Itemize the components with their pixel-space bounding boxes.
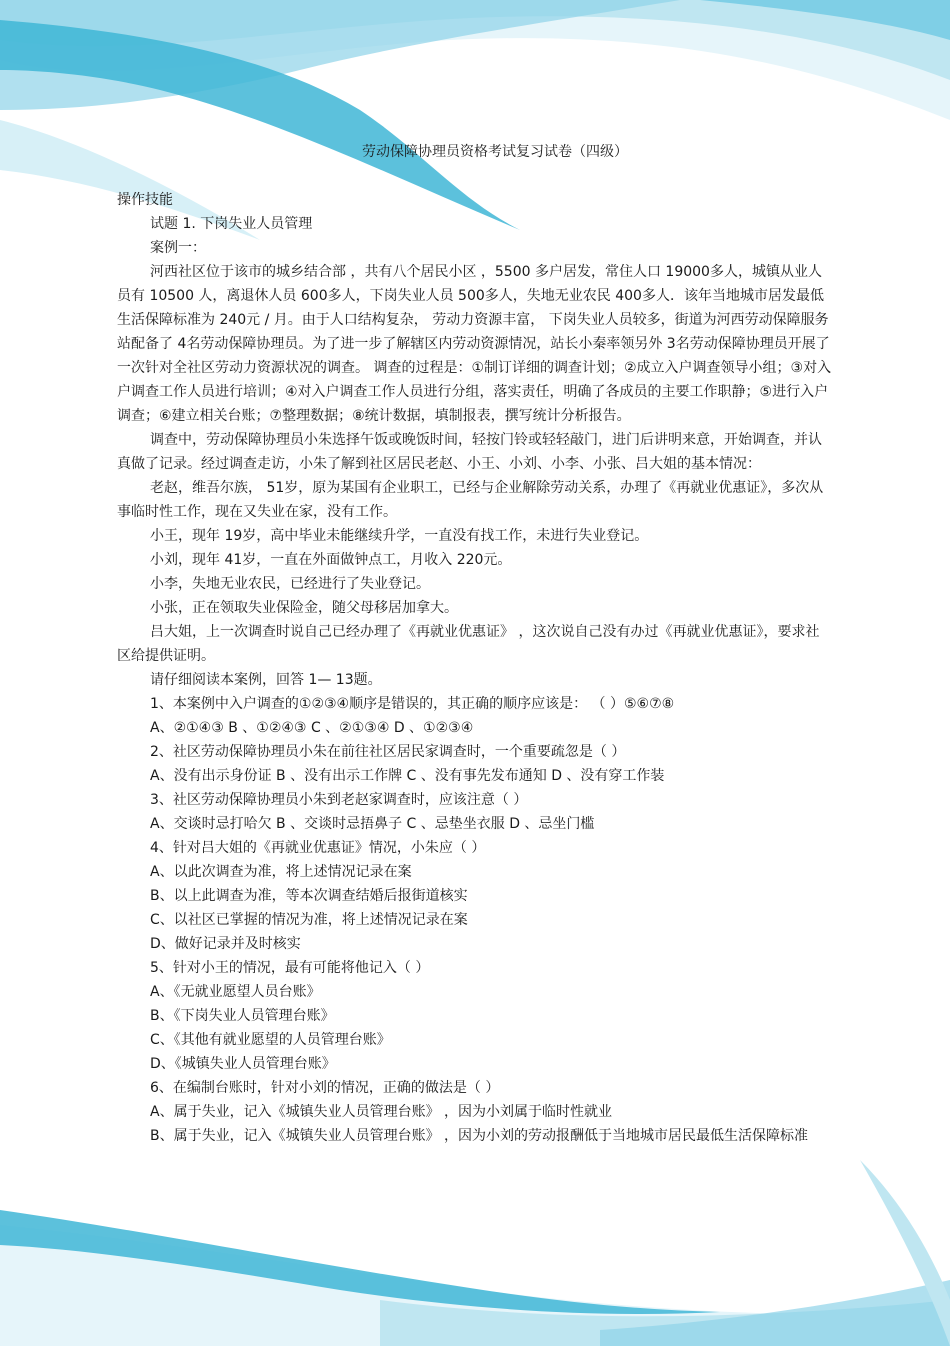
paragraph: 小刘，现年 41岁，一直在外面做钟点工，月收入 220元。 (150, 552, 512, 568)
section-heading: 操作技能 (117, 192, 173, 208)
paragraph: 小王，现年 19岁，高中毕业未能继续升学，一直没有找工作，未进行失业登记。 (150, 528, 649, 544)
paragraph: 河西社区位于该市的城乡结合部 ，共有八个居民小区 ，5500 多户居发，常住人口 19000多人，城镇从业人员有 10500 人，离退休人员 600多人，下岗失业人员 500多人，失地无业农民 400多人．该年当地城市居发最低生活保障标准为 240元 / 月。由于人口结构复杂， 劳动力资源丰富， 下岗失业人员较多，街道为河西劳动保障服务站配备了 4名劳动保障协理员。为了进一步了解辖区内劳动资源情况，站长小秦率领另外 3名劳动保障协理员开展了一次针对全社区劳动力资源状况的调查。 调查的过程是：①制订详细的调查计划；②成立入户调查领导小组；③对入户调查工作人员进行培训；④对入户调查工作人员进行分组，落实责任，明确了各成员的主要工作职静；⑤进行入户调查；⑥建立相关台账；⑦整理数据；⑧统计数据，填制报表，撰写统计分析报告。 (117, 264, 832, 424)
paragraph: 试题 1. 下岗失业人员管理 (150, 216, 313, 232)
answer-options: A、②①④③ B 、①②④③ C 、②①③④ D 、①②③④ (150, 720, 474, 736)
paragraph: 请仔细阅读本案例，回答 1— 13题。 (150, 672, 382, 688)
answer-options: A、交谈时忌打哈欠 B 、交谈时忌捂鼻子 C 、忌垫坐衣服 D 、忌坐门槛 (150, 816, 595, 832)
answer-option: B、属于失业，记入《城镇失业人员管理台账》 ，因为小刘的劳动报酬低于当地城市居民最低生活保障标准 (150, 1128, 809, 1144)
question: 5、针对小王的情况，最有可能将他记入（ ） (150, 960, 430, 976)
page-title: 劳动保障协理员资格考试复习试卷（四级） (362, 144, 628, 160)
answer-option: C、《其他有就业愿望的人员管理台账》 (150, 1032, 391, 1048)
answer-options: A、没有出示身份证 B 、没有出示工作牌 C 、没有事先发布通知 D 、没有穿工作装 (150, 768, 665, 784)
answer-option: A、属于失业，记入《城镇失业人员管理台账》 ，因为小刘属于临时性就业 (150, 1104, 613, 1120)
question: 4、针对吕大姐的《再就业优惠证》情况，小朱应（ ） (150, 840, 486, 856)
paragraph: 小李，失地无业农民，已经进行了失业登记。 (150, 576, 430, 592)
question: 1、本案例中入户调查的①②③④顺序是错误的，其正确的顺序应该是： （ ）⑤⑥⑦⑧ (150, 696, 675, 712)
answer-option: A、《无就业愿望人员台账》 (150, 984, 321, 1000)
answer-option: D、做好记录并及时核实 (150, 936, 301, 952)
answer-option: D、《城镇失业人员管理台账》 (150, 1056, 336, 1072)
question: 2、社区劳动保障协理员小朱在前往社区居民家调查时，一个重要疏忽是（ ） (150, 744, 626, 760)
paragraph: 老赵，维吾尔族， 51岁，原为某国有企业职工，已经与企业解除劳动关系，办理了《再就业优惠证》，多次从事临时性工作，现在又失业在家，没有工作。 (117, 480, 824, 520)
answer-option: B、《下岗失业人员管理台账》 (150, 1008, 335, 1024)
paragraph: 小张，正在领取失业保险金，随父母移居加拿大。 (150, 600, 458, 616)
answer-option: C、以社区已掌握的情况为准，将上述情况记录在案 (150, 912, 468, 928)
document-body (117, 188, 833, 1148)
question: 6、在编制台账时，针对小刘的情况，正确的做法是（ ） (150, 1080, 500, 1096)
paragraph: 调查中，劳动保障协理员小朱选择午饭或晚饭时间，轻按门铃或轻轻敲门，进门后讲明来意，开始调查，并认真做了记录。经过调查走访，小朱了解到社区居民老赵、小王、小刘、小李、小张、吕大姐的基本情况： (117, 432, 822, 472)
question: 3、社区劳动保障协理员小朱到老赵家调查时，应该注意（ ） (150, 792, 528, 808)
answer-option: A、以此次调查为准，将上述情况记录在案 (150, 864, 412, 880)
answer-option: B、以上此调查为准，等本次调查结婚后报街道核实 (150, 888, 468, 904)
paragraph: 案例一： (150, 240, 206, 256)
paragraph: 吕大姐，上一次调查时说自己已经办理了《再就业优惠证》 ，这次说自己没有办过《再就业优惠证》，要求社区给提供证明。 (117, 624, 820, 664)
